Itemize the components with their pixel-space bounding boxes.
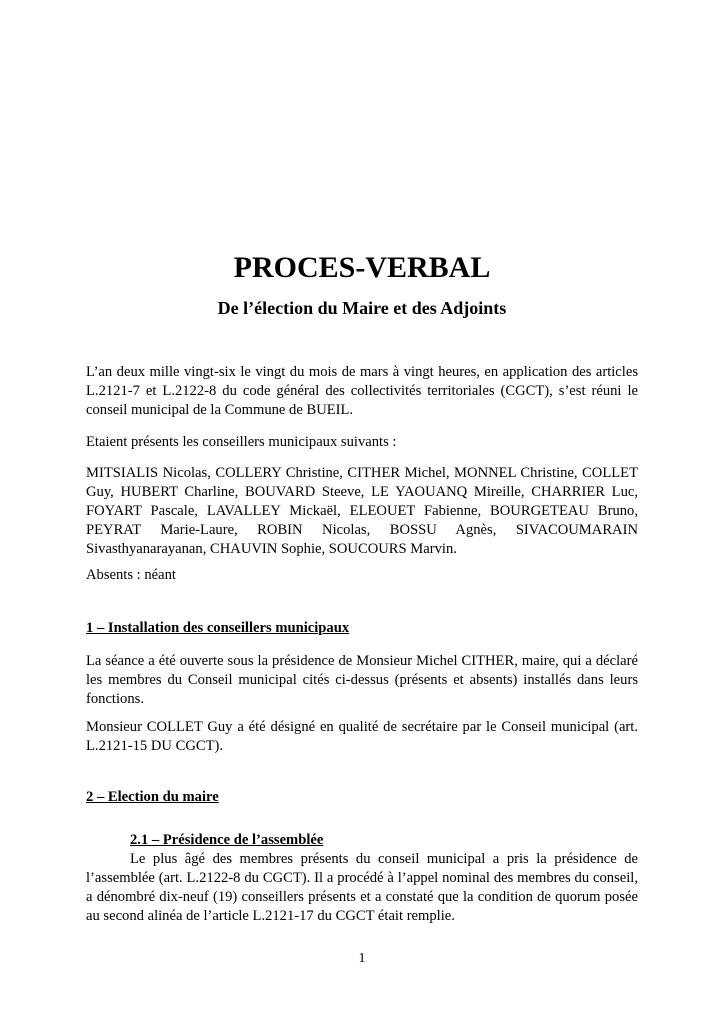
document-subtitle: De l’élection du Maire et des Adjoints xyxy=(217,298,507,318)
section-2-1-heading: 2.1 – Présidence de l’assemblée xyxy=(130,832,324,848)
page-number: 1 xyxy=(358,951,366,966)
members-list: MITSIALIS Nicolas, COLLERY Christine, CITHER Michel, MONNEL Christine, COLLET Guy, HUBERT Charline, BOUVARD Steeve, LE YAOUANQ Mireille, CHARRIER Luc, FOYART Pascale, LAVALLEY Mickaël, ELEOUET Fabienne, BOURGETEAU Bruno, PEYRAT Marie-Laure, ROBIN Nicolas, BOSSU Agnès, SIVACOUMARAIN Sivasthyanarayanan, CHAUVIN Sophie, SOUCOURS Marvin. xyxy=(86,465,638,557)
section-2-1-paragraph: Le plus âgé des membres présents du conseil municipal a pris la présidence de l’assemblée (art. L.2122-8 du CGCT). Il a procédé à l’appel nominal des membres du conseil, a dénombré dix-neuf (19) conseillers présents et a constaté que la condition de quorum posée au second alinéa de l’article L.2121-17 du CGCT était remplie. xyxy=(86,851,638,924)
section-2-heading: 2 – Election du maire xyxy=(86,789,219,805)
section-1-heading: 1 – Installation des conseillers municipaux xyxy=(86,620,350,636)
present-label: Etaient présents les conseillers municipaux suivants : xyxy=(86,434,397,450)
absents-line: Absents : néant xyxy=(86,567,176,583)
section-1-paragraph-2: Monsieur COLLET Guy a été désigné en qualité de secrétaire par le Conseil municipal (art. L.2121-15 DU CGCT). xyxy=(86,719,638,754)
document-title: PROCES-VERBAL xyxy=(233,251,491,284)
intro-paragraph: L’an deux mille vingt-six le vingt du mois de mars à vingt heures, en application des articles L.2121-7 et L.2122-8 du code général des collectivités territoriales (CGCT), s’est réuni le conseil municipal de la Commune de BUEIL. xyxy=(86,364,638,418)
section-1-paragraph-1: La séance a été ouverte sous la présidence de Monsieur Michel CITHER, maire, qui a déclaré les membres du Conseil municipal cités ci-dessus (présents et absents) installés dans leurs fonctions. xyxy=(86,653,638,707)
